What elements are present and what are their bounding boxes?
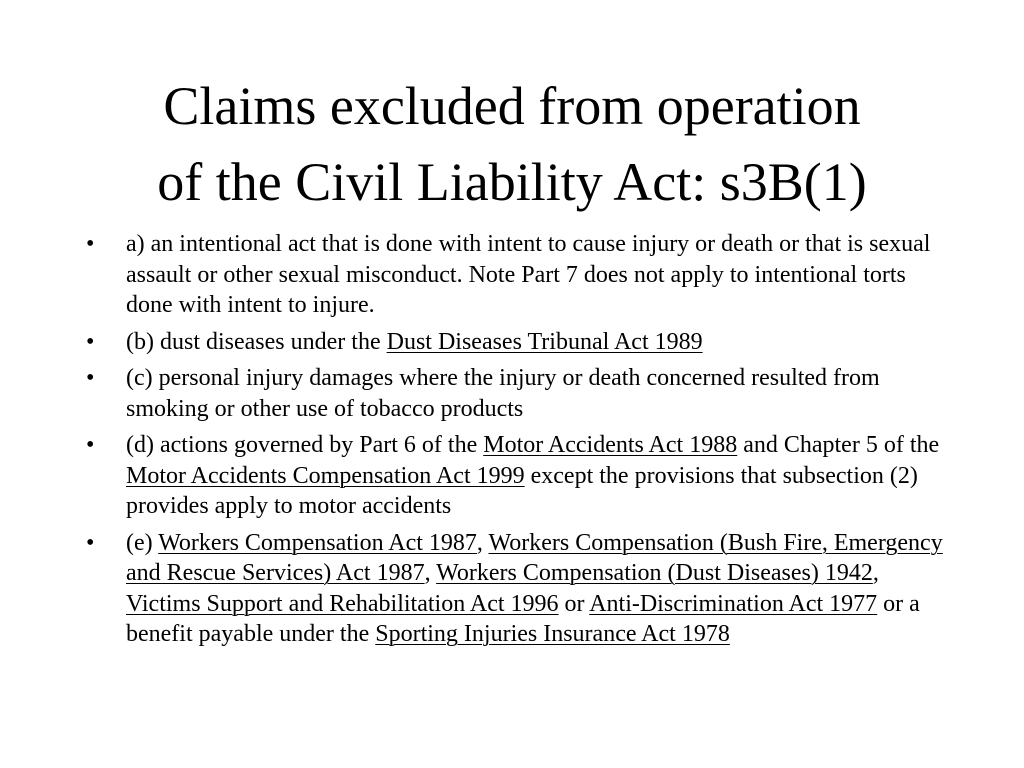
bullet-e-sep-4: or [558, 590, 590, 617]
bullet-item-c [86, 363, 946, 424]
bullet-icon: • [86, 529, 95, 556]
bullet-c-text: (c) personal injury damages where the injury or death concerned resulted from smoking or other use of tobacco products [126, 365, 880, 422]
link-workers-compensation-dust-diseases[interactable]: Workers Compensation (Dust Diseases) 1942 [436, 560, 873, 586]
bullet-d-suffix: except the provisions that subsection (2) provides apply to motor accidents [126, 462, 918, 519]
link-victims-support-rehabilitation-act[interactable]: Victims Support and Rehabilitation Act 1996 [126, 590, 559, 617]
link-workers-compensation-bush-fire-act[interactable]: Workers Compensation (Bush Fire, Emergency and Rescue Services) Act 1987 [126, 529, 943, 586]
bullet-d-mid: and Chapter 5 of the [737, 432, 940, 458]
slide-title [40, 68, 984, 220]
bullet-icon: • [86, 432, 95, 458]
bullet-e-sep-2: , [424, 560, 437, 586]
bullet-e-prefix: (e) [126, 529, 159, 556]
bullet-item-a [86, 229, 946, 321]
bullet-a-text: a) an intentional act that is done with intent to cause injury or death or that is sexual assault or other sexual misconduct. Note Part 7 does not apply to intentional torts done with intent to injure. [126, 231, 931, 318]
bullet-icon: • [86, 365, 95, 391]
link-workers-compensation-act[interactable]: Workers Compensation Act 1987 [158, 529, 477, 556]
link-sporting-injuries-insurance-act[interactable]: Sporting Injuries Insurance Act 1978 [375, 621, 730, 647]
bullet-item-d [86, 430, 946, 522]
title-line-1: Claims excluded from operation [163, 76, 861, 136]
bullet-e-sep-1: , [476, 529, 489, 556]
bullet-e-sep-5: or a benefit payable under the [126, 590, 920, 647]
link-motor-accidents-act[interactable]: Motor Accidents Act 1988 [483, 432, 738, 458]
bullet-icon: • [86, 231, 95, 257]
bullet-item-e [86, 528, 946, 650]
link-dust-diseases-tribunal-act[interactable]: Dust Diseases Tribunal Act 1989 [386, 328, 703, 355]
bullet-e-sep-3: , [872, 560, 879, 586]
link-anti-discrimination-act[interactable]: Anti-Discrimination Act 1977 [589, 590, 878, 617]
bullet-icon: • [86, 328, 95, 355]
bullet-item-b [86, 327, 946, 358]
bullet-b-prefix: (b) dust diseases under the [126, 328, 387, 355]
bullet-list [86, 229, 946, 656]
title-line-2: of the Civil Liability Act: s3B(1) [157, 152, 867, 212]
link-motor-accidents-compensation-act[interactable]: Motor Accidents Compensation Act 1999 [126, 462, 525, 489]
bullet-d-prefix: (d) actions governed by Part 6 of the [126, 432, 484, 458]
